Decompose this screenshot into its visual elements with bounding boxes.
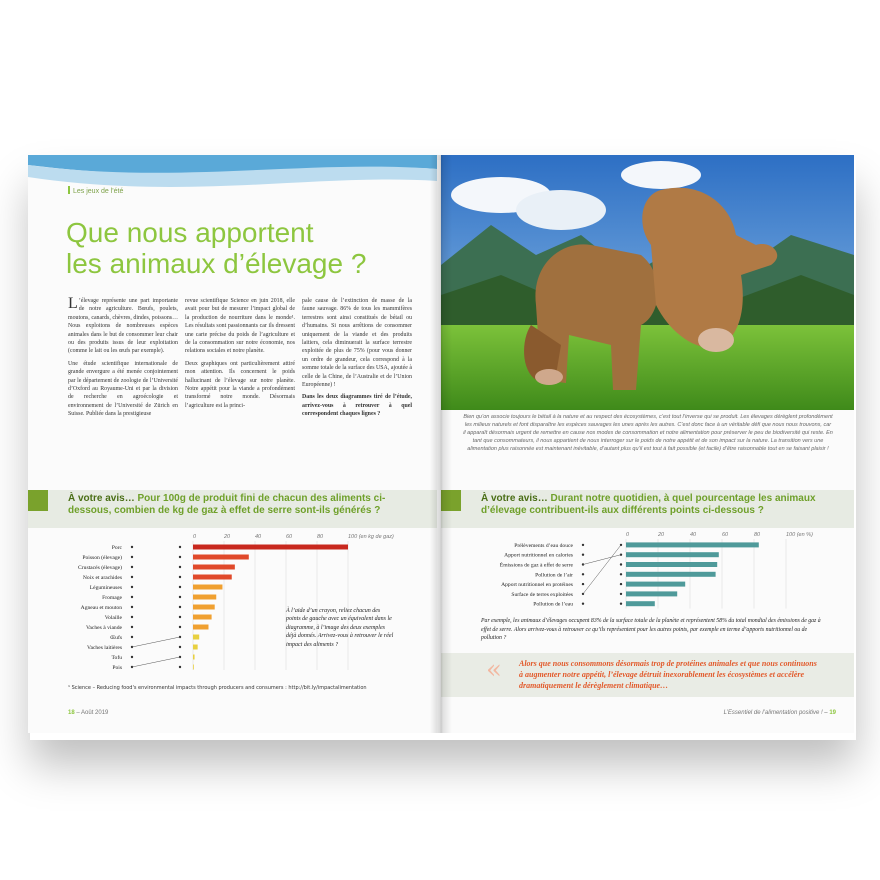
category-label: Agneau et mouton <box>80 605 122 611</box>
category-label: Surface de terres exploitées <box>511 591 573 598</box>
cows-photo <box>441 155 854 410</box>
category-label: Porc <box>111 545 122 551</box>
bar <box>193 645 198 650</box>
match-dot-left <box>131 576 133 578</box>
bar <box>193 555 249 560</box>
match-dot-right <box>620 563 622 565</box>
category-label: Œufs <box>110 635 122 641</box>
category-label: Noix et arachides <box>82 575 122 581</box>
bar <box>193 665 194 670</box>
match-dot-left <box>131 656 133 658</box>
header-wave <box>28 155 437 215</box>
category-label: Émissions de gaz à effet de serre <box>499 562 573 569</box>
bar <box>626 552 719 557</box>
category-label: Fromage <box>102 595 122 601</box>
bar <box>626 582 685 587</box>
bar <box>626 562 717 567</box>
bar <box>626 542 759 547</box>
tick-label: 80 <box>317 534 324 540</box>
bar <box>193 605 215 610</box>
connector-line <box>583 555 621 565</box>
bar <box>193 565 235 570</box>
match-dot-left <box>131 606 133 608</box>
category-label: Pois <box>112 665 122 670</box>
category-label: Pollution de l’eau <box>533 601 573 608</box>
match-dot-right <box>179 626 181 628</box>
match-dot-left <box>131 616 133 618</box>
bar <box>193 625 209 630</box>
tick-label: 0 <box>193 534 197 540</box>
match-dot-left <box>131 586 133 588</box>
tick-label: 0 <box>626 532 630 538</box>
text-column-2: revue scientifique Science en juin 2018, elle avait pour but de mesurer l’impact global de la production de nourriture dans le monde¹. Les résultats sont passionnants car ils dressent une carte précise du poids de l’agriculture et de la consommation sur notre économie, nos relations sociales et notre planète. Deux graphiques ont particulièrement attiré mon attention. Ils concernent le poids hallucinant de l’élevage sur notre planète. Notre appétit pour la viande a profondément transformé notre monde. Désormais l’agriculture est la princi- <box>185 298 295 409</box>
tick-label: 20 <box>224 534 231 540</box>
matching-instructions: À l’aide d’un crayon, reliez chacun des points de gauche avec un équivalent dans le diagramme, à l’image des deux exemples déjà donnés. Arrivez-vous à retrouver le réel impact des aliments ? <box>286 608 394 648</box>
category-label: Vaches à viande <box>85 625 122 631</box>
match-dot-left <box>131 626 133 628</box>
match-dot-right <box>179 556 181 558</box>
connector-line <box>132 637 180 647</box>
quote-mark-icon: « <box>486 655 502 685</box>
left-page <box>28 155 437 733</box>
match-dot-right <box>179 546 181 548</box>
bar <box>193 595 216 600</box>
match-dot-left <box>582 603 584 605</box>
match-dot-right <box>179 586 181 588</box>
match-dot-left <box>131 636 133 638</box>
connector-line <box>132 657 180 667</box>
dropcap: L <box>68 295 78 312</box>
category-label: Apport nutritionnel en protéines <box>501 582 573 589</box>
page-title: Que nous apportent les animaux d’élevage ? <box>66 217 367 279</box>
text-column-1: L ’élevage représente une part importante de notre agriculture. Bœufs, poulets, moutons, canards, chèvres, dindes, poissons… Nous exploitons de nombreuses espèces animales dans le but de consommer leur chair ou des produits issus de leur exploitation (comme le lait ou les œufs par exemple). Une étude scientifique internationale de grande envergure a été menée conjointement par le département de zoologie de l’Université d’Oxford au Royaume-Uni et par la division de recherche en agroécologie et environnement de l’Université de Zürich en Suisse. Publiée dans la prestigieuse <box>68 295 178 418</box>
chart-livestock-share <box>441 525 854 615</box>
bar <box>626 572 716 577</box>
right-page <box>441 155 854 733</box>
tick-label: 80 <box>754 532 761 538</box>
match-dot-right <box>620 583 622 585</box>
match-dot-left <box>582 573 584 575</box>
category-label: Tofu <box>111 655 122 661</box>
question-text-right: À votre avis… Durant notre quotidien, à quel pourcentage les animaux d’élevage contribuent-ils aux différents points ci-dessous ? <box>481 493 816 516</box>
category-label: Volaille <box>104 615 122 621</box>
magazine-spine <box>430 155 452 733</box>
match-dot-right <box>179 596 181 598</box>
tick-label: 20 <box>658 532 665 538</box>
bar <box>193 575 232 580</box>
question-arrow <box>28 490 48 511</box>
match-dot-right <box>620 593 622 595</box>
tick-label: 100 (en kg de gaz) <box>348 534 394 540</box>
page-footer-right: L’Essentiel de l’alimentation positive ! – 19 <box>723 710 836 716</box>
tick-label: 60 <box>722 532 729 538</box>
match-dot-left <box>131 556 133 558</box>
match-dot-left <box>582 554 584 556</box>
bar <box>193 655 195 660</box>
match-dot-left <box>131 596 133 598</box>
tick-label: 40 <box>690 532 697 538</box>
match-dot-left <box>131 566 133 568</box>
match-dot-right <box>179 566 181 568</box>
match-dot-right <box>179 616 181 618</box>
category-label: Apport nutritionnel en calories <box>504 552 573 559</box>
tick-label: 60 <box>286 534 293 540</box>
category-label: Poisson (élevage) <box>82 555 122 561</box>
match-dot-right <box>179 606 181 608</box>
match-dot-left <box>582 583 584 585</box>
match-dot-left <box>131 546 133 548</box>
section-tag: Les jeux de l'été <box>68 186 123 195</box>
footnote: ¹ Science – Reducing food's environmental impacts through producers and consumers : http://bit.ly/impactalimentation <box>68 685 367 691</box>
match-dot-left <box>582 544 584 546</box>
category-label: Crustacés (élevage) <box>78 565 122 571</box>
match-dot-right <box>179 576 181 578</box>
photo-caption: Bien qu’on associe toujours le bétail à la nature et au respect des écosystèmes, c’est tout l’inverse qui se produit. Les élevages dérèglent profondément les milieux naturels et font disparaître les espèces sauvages les unes après les autres. C’est donc face à un véritable défi que nous nous trouvons, car il apparaît désormais urgent de remettre en cause nos modes de consommation et notre alimentation pour préserver le peu de biodiversité qui reste. En tant que consommateurs, il nous appartient de nous interroger sur le poids de notre appétit et de son impact sur la nature. La transition vers une alimentation plus raisonnée est maintenant inévitable, d’autant plus qu’il est tout à fait possible (et facile) d’être raisonnable tout en se faisant plaisir ! <box>463 414 833 452</box>
bar <box>193 545 348 550</box>
pull-quote: Alors que nous consommons désormais trop de protéines animales et que nous continuons à augmenter notre appétit, l’élevage détruit inexorablement les écosystèmes et accélère dramatiquement le dérèglement climatique… <box>519 659 817 690</box>
bar <box>193 635 199 640</box>
match-dot-right <box>620 573 622 575</box>
match-dot-right <box>179 666 181 668</box>
category-label: Légumineuses <box>89 585 122 591</box>
bar <box>626 591 677 596</box>
category-label: Prélèvements d’eau douce <box>514 542 573 549</box>
tick-label: 100 (en %) <box>786 532 813 538</box>
question-text-left: À votre avis… Pour 100g de produit fini de chacun des aliments ci-dessous, combien de kg de gaz à effet de serre sont-ils générés ? <box>68 493 386 516</box>
page-footer-left: 18 – Août 2019 <box>68 710 109 716</box>
bar <box>193 615 212 620</box>
match-dot-right <box>620 603 622 605</box>
connector-line <box>583 545 621 594</box>
match-dot-right <box>179 646 181 648</box>
category-label: Pollution de l’air <box>535 572 573 579</box>
category-label: Vaches laitières <box>87 645 122 651</box>
tick-label: 40 <box>255 534 262 540</box>
bar <box>193 585 222 590</box>
text-column-3: pale cause de l’extinction de masse de la faune sauvage. 86% de tous les mammifères terrestres sont ainsi constitués de bétail ou d’humains. Si nous arrêtions de consommer uniquement de la viande et des produits laitiers, cela diminuerait la surface terrestre exploitée de plus de 75% (pour vous donner un ordre de grandeur, cela correspond à la somme totale de la surface des USA, ajoutée à celle de la Chine, de l’Australie et de l’Union Européenne) ! Dans les deux diagrammes tiré de l’étude, arrivez-vous à retrouver à quel correspondent chaques lignes ? <box>302 298 412 418</box>
bar <box>626 601 655 606</box>
example-text: Par exemple, les animaux d’élevages occupent 83% de la surface totale de la planète et représentent 58% du total mondial des émissions de gaz à effet de serre. Alors arrivez-vous à retrouver ce qu’ils représentent pour les autres points, par exemple en terme d’apports nutritionnel ou de pollution ? <box>481 618 821 641</box>
